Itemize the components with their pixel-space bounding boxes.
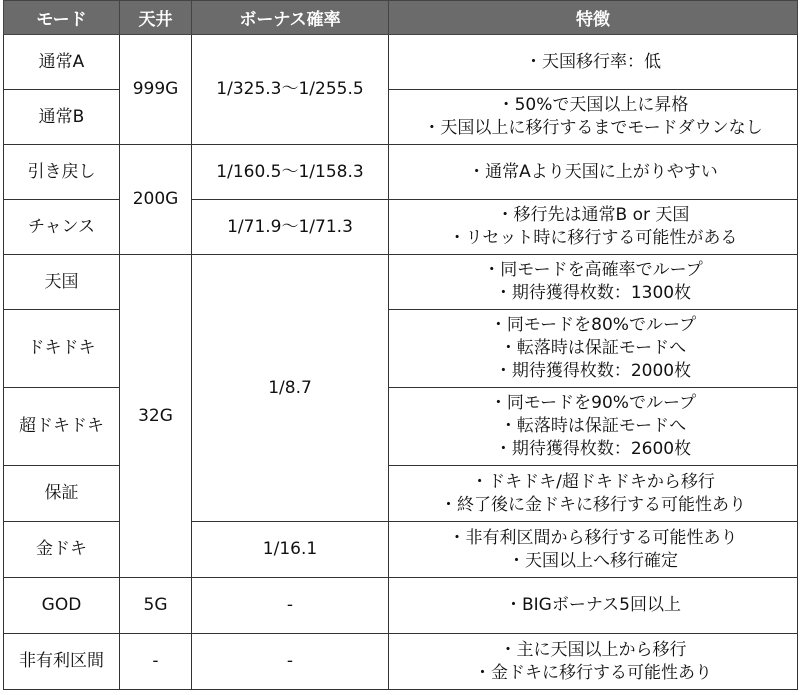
feature-line: ・期待獲得枚数：2000枚 (494, 361, 692, 381)
feature-line: ・転落時は保証モードへ (499, 416, 687, 436)
mode-cell: 金ドキ (4, 522, 120, 578)
features-cell (389, 634, 798, 690)
features-cell (389, 578, 798, 634)
feature-line: ・期待獲得枚数：2600枚 (494, 439, 692, 459)
mode-cell: 超ドキドキ (4, 388, 120, 466)
feature-line: ・同モードを90%でループ (489, 393, 697, 413)
feature-line: ・天国以上へ移行確定 (508, 550, 678, 571)
feature-line: ・BIGボーナス5回以上 (505, 595, 681, 615)
features-cell (389, 145, 798, 200)
header-bonus-prob: ボーナス確率 (192, 1, 389, 35)
feature-line: ・非有利区間から移行する可能性あり (448, 527, 738, 548)
mode-cell: ドキドキ (4, 310, 120, 388)
prob-cell: - (192, 634, 389, 690)
features-cell (389, 466, 798, 522)
feature-line: ・天国移行率：低 (525, 51, 661, 72)
mode-cell: 通常B (4, 90, 120, 145)
features-cell (389, 388, 798, 466)
table-row (4, 35, 798, 90)
header-mode: モード (4, 1, 120, 35)
header-ceiling: 天井 (120, 1, 192, 35)
table-row (4, 255, 798, 310)
prob-cell: 1/325.3～1/255.5 (192, 35, 389, 145)
feature-line: ・通常Aより天国に上がりやすい (468, 161, 718, 182)
ceiling-cell: - (120, 634, 192, 690)
feature-line: ・ドキドキ/超ドキドキから移行 (471, 471, 715, 492)
feature-line: ・天国以上に移行するまでモードダウンなし (423, 118, 763, 138)
prob-cell: 1/8.7 (192, 255, 389, 522)
features-cell (389, 522, 798, 578)
feature-line: ・主に天国以上から移行 (499, 639, 687, 660)
feature-line: ・移行先は通常B or 天国 (496, 205, 690, 225)
feature-line: ・同モードを80%でループ (489, 315, 697, 335)
mode-cell: 通常A (4, 35, 120, 90)
header-features: 特徴 (389, 1, 798, 35)
feature-line: ・同モードを高確率でループ (483, 260, 703, 280)
feature-line: ・終了後に金ドキに移行する可能性あり (440, 494, 746, 515)
mode-cell: 非有利区間 (4, 634, 120, 690)
features-cell (389, 255, 798, 310)
feature-line: ・50%で天国以上に昇格 (497, 95, 689, 115)
feature-line: ・転落時は保証モードへ (499, 338, 687, 358)
prob-cell: 1/71.9～1/71.3 (192, 200, 389, 255)
mode-cell: 保証 (4, 466, 120, 522)
mode-table (3, 0, 798, 690)
table-row (4, 634, 798, 690)
table-row (4, 145, 798, 200)
mode-cell: チャンス (4, 200, 120, 255)
prob-cell: - (192, 578, 389, 634)
header-row (4, 1, 798, 35)
feature-line: ・期待獲得枚数：1300枚 (494, 283, 692, 303)
mode-cell: GOD (4, 578, 120, 634)
feature-line: ・金ドキに移行する可能性あり (474, 662, 712, 683)
table-row (4, 578, 798, 634)
features-cell (389, 310, 798, 388)
ceiling-cell: 999G (120, 35, 192, 145)
feature-line: ・リセット時に移行する可能性がある (448, 228, 738, 248)
features-cell (389, 90, 798, 145)
ceiling-cell: 32G (120, 255, 192, 578)
prob-cell: 1/16.1 (192, 522, 389, 578)
features-cell (389, 200, 798, 255)
mode-cell: 引き戻し (4, 145, 120, 200)
mode-cell: 天国 (4, 255, 120, 310)
prob-cell: 1/160.5～1/158.3 (192, 145, 389, 200)
ceiling-cell: 200G (120, 145, 192, 255)
ceiling-cell: 5G (120, 578, 192, 634)
features-cell (389, 35, 798, 90)
